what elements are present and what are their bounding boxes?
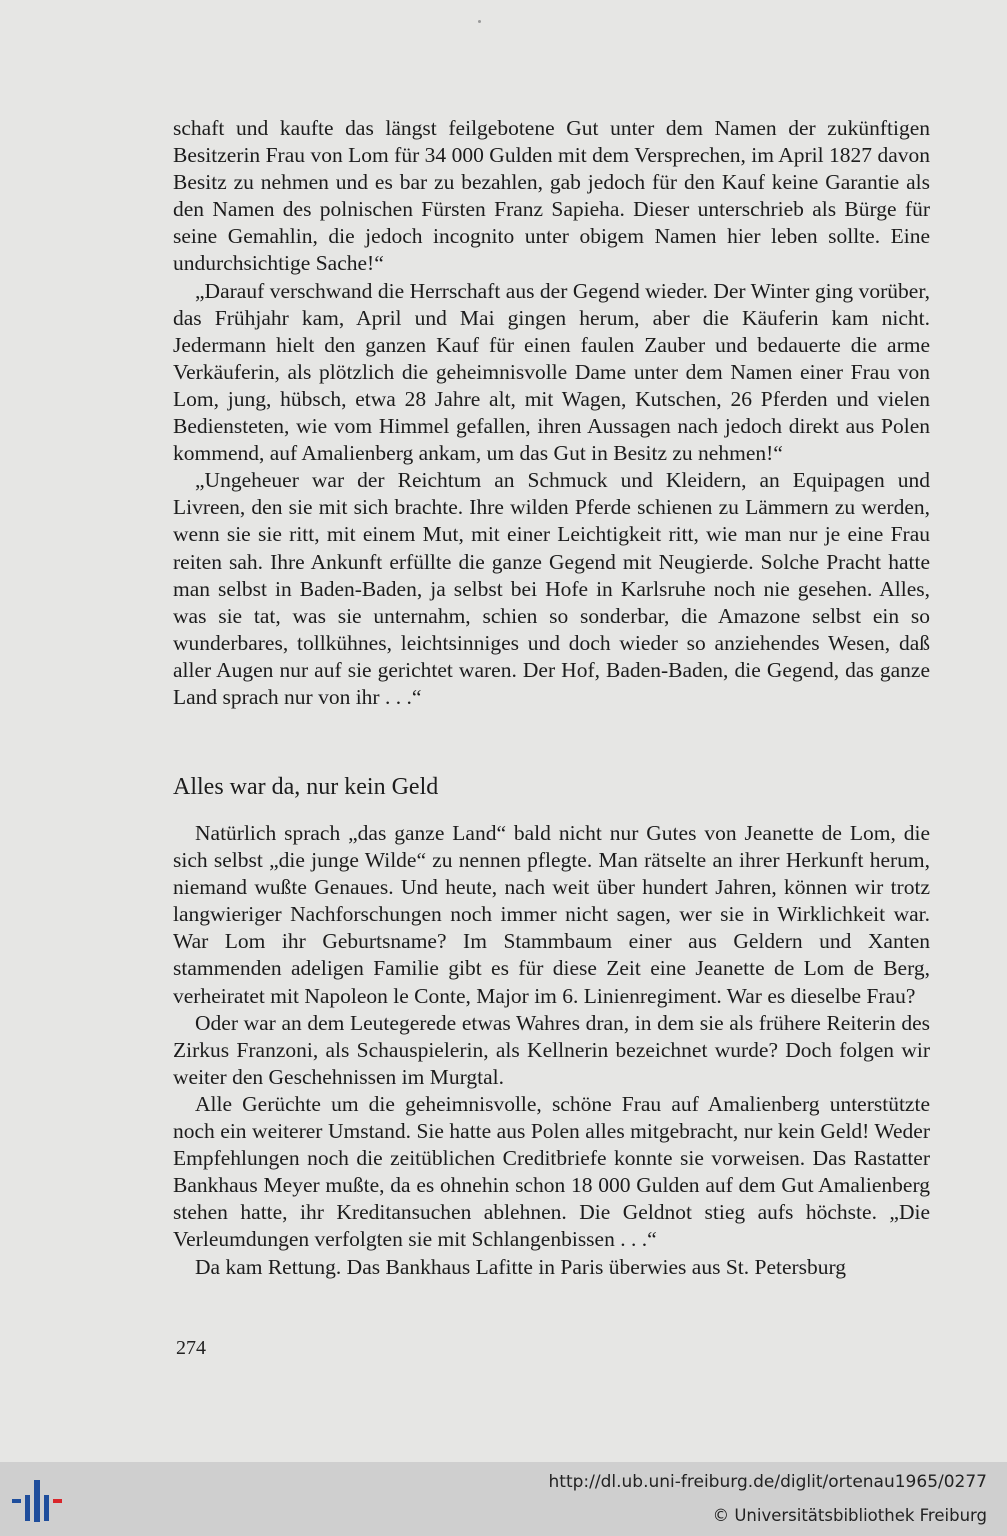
paragraph: Natürlich sprach „das ganze Land“ bald nicht nur Gutes von Jeanette de Lom, die sich selbst „die junge Wilde“ zu nennen pflegte. Man rätselte an ihrer Herkunft herum, niemand wußte Genaues. Und heute, nach weit über hundert Jahren, können wir trotz langwieriger Nachforschungen noch immer nicht sagen, wer sie in Wirklichkeit war. War Lom ihr Geburtsname? Im Stammbaum einer aus Geldern und Xanten stammenden adeligen Familie gibt es für diese Zeit eine Jeanette de Lom de Berg, verheiratet mit Napoleon le Conte, Major im 6. Linienregiment. War es dieselbe Frau?	[173, 821, 930, 1008]
footer-bar	[0, 1462, 1007, 1536]
section-heading: Alles war da, nur kein Geld	[173, 774, 439, 800]
page-number: 274	[176, 1337, 206, 1359]
paragraph: schaft und kaufte das längst feilgebotene Gut unter dem Namen der zukünftigen Besitzerin Frau von Lom für 34 000 Gulden mit dem Versprechen, im April 1827 davon Besitz zu nehmen und es bar zu bezahlen, gab jedoch für den Kauf keine Garantie als den Namen des polnischen Fürsten Franz Sapieha. Dieser unterschrieb als Bürge für seine Gemahlin, die jedoch incognito unter obigem Namen hier leben sollte. Eine undurchsichtige Sache!“	[173, 116, 930, 276]
paragraph: Da kam Rettung. Das Bankhaus Lafitte in Paris überwies aus St. Petersburg	[195, 1254, 847, 1279]
scan-speck	[478, 20, 481, 23]
library-logo-icon	[12, 1476, 64, 1526]
paragraph: Oder war an dem Leutegerede etwas Wahres dran, in dem sie als frühere Reiterin des Zirkus Franzoni, als Schauspielerin, als Kellnerin bezeichnet wurde? Doch folgen wir weiter den Geschehnissen im Murgtal.	[173, 1010, 930, 1089]
paragraph: Alle Gerüchte um die geheimnisvolle, schöne Frau auf Amalienberg unterstützte noch ein weiterer Umstand. Sie hatte aus Polen alles mitgebracht, nur kein Geld! Weder Empfehlungen noch die zeitüblichen Creditbriefe konnte sie vorweisen. Das Rastatter Bankhaus Meyer mußte, da es ohnehin schon 18 000 Gulden auf dem Gut Amalienberg stehen hatte, ihr Kreditansuchen ablehnen. Die Geldnot stieg aufs höchste. „Die Verleumdungen verfolgten sie mit Schlangenbissen . . .“	[173, 1091, 930, 1252]
paragraph: „Darauf verschwand die Herrschaft aus der Gegend wieder. Der Winter ging vorüber, das Frühjahr kam, April und Mai gingen herum, aber die Käuferin kam nicht. Jedermann hielt den ganzen Kauf für einen faulen Zauber und bedauerte die arme Verkäuferin, als plötzlich die geheimnisvolle Dame unter dem Namen einer Frau von Lom, jung, hübsch, etwa 28 Jahre alt, mit Wagen, Kutschen, 26 Pferden und vielen Bediensteten, wie vom Himmel gefallen, ihren Aussagen nach jedoch direkt aus Polen kommend, auf Amalienberg ankam, um das Gut in Besitz zu nehmen!“	[173, 278, 930, 466]
paragraph: „Ungeheuer war der Reichtum an Schmuck und Kleidern, an Equipagen und Livreen, den sie mit sich brachte. Ihre wilden Pferde schienen zu Lämmern zu werden, wenn sie sie ritt, mit einem Mut, mit einer Leichtigkeit ritt, wie man nur je eine Frau reiten sah. Ihre Ankunft erfüllte die ganze Gegend mit Neugierde. Solche Pracht hatte man selbst in Baden-Baden, ja selbst bei Hofe in Karlsruhe noch nie gesehen. Alles, was sie tat, was sie unternahm, schien so sonderbar, die Amazone selbst ein so wunderbares, tollkühnes, leichtsinniges und doch wieder so anziehendes Wesen, daß aller Augen nur auf sie gerichtet waren. Der Hof, Baden-Baden, die Gegend, das ganze Land sprach nur von ihr . . .“	[173, 468, 930, 709]
text-block-bottom	[173, 820, 930, 1281]
text-block-top	[173, 115, 930, 711]
document-url-link[interactable]: http://dl.ub.uni-freiburg.de/diglit/ortenau1965/0277	[548, 1472, 987, 1492]
copyright-notice: © Universitätsbibliothek Freiburg	[712, 1506, 987, 1525]
